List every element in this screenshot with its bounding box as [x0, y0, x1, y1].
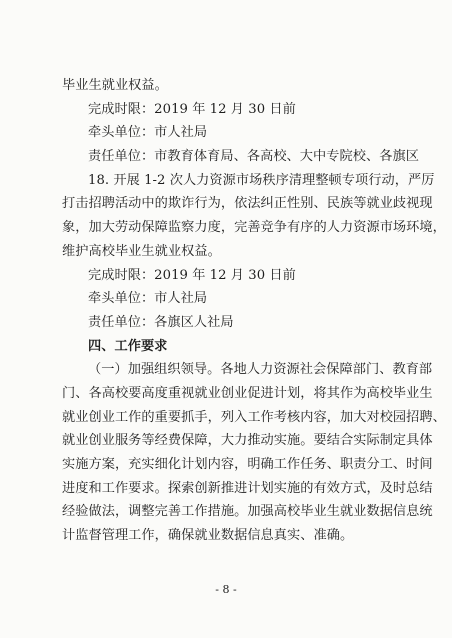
text-line-13: （一）加强组织领导。各地人力资源社会保障部门、教育部 [88, 362, 433, 378]
text-line-5: 18. 开展 1-2 次人力资源市场秩序清理整顿专项行动，严厉 [88, 172, 435, 188]
text-line-14: 门、各高校要高度重视就业创业促进计划，将其作为高校毕业生 [62, 385, 433, 401]
text-line-20: 计监督管理工作，确保就业数据信息真实、准确。 [62, 528, 354, 544]
text-line-4: 责任单位：市教育体育局、各高校、大中专院校、各旗区 [88, 149, 419, 165]
text-line-6: 打击招聘活动中的欺诈行为，依法纠正性别、民族等就业歧视现 [62, 196, 433, 212]
text-line-15: 就业创业工作的重要抓手，列入工作考核内容，加大对校园招聘、 [62, 409, 446, 425]
page-number: - 8 - [215, 583, 237, 596]
text-line-19: 经验做法，调整完善工作措施。加强高校毕业生就业数据信息统 [62, 504, 433, 520]
text-line-7: 象，加大劳动保障监察力度，完善竞争有序的人力资源市场环境， [62, 220, 446, 236]
text-line-8: 维护高校毕业生就业权益。 [62, 243, 221, 259]
text-line-16: 就业创业服务等经费保障，大力推动实施。要结合实际制定具体 [62, 433, 433, 449]
text-line-17: 实施方案，充实细化计划内容，明确工作任务、职责分工、时间 [62, 457, 433, 472]
section-heading: 四、工作要求 [88, 338, 168, 354]
text-line-10: 牵头单位：市人社局 [88, 291, 208, 307]
text-line-2: 完成时限：2019 年 12 月 30 日前 [88, 101, 296, 117]
text-line-1: 毕业生就业权益。 [62, 78, 168, 93]
text-line-3: 牵头单位：市人社局 [88, 125, 208, 141]
body-text [62, 74, 446, 548]
text-line-18: 进度和工作要求。探索创新推进计划实施的有效方式，及时总结 [62, 480, 433, 496]
text-line-11: 责任单位：各旗区人社局 [88, 314, 234, 330]
text-line-9: 完成时限：2019 年 12 月 30 日前 [88, 267, 296, 283]
